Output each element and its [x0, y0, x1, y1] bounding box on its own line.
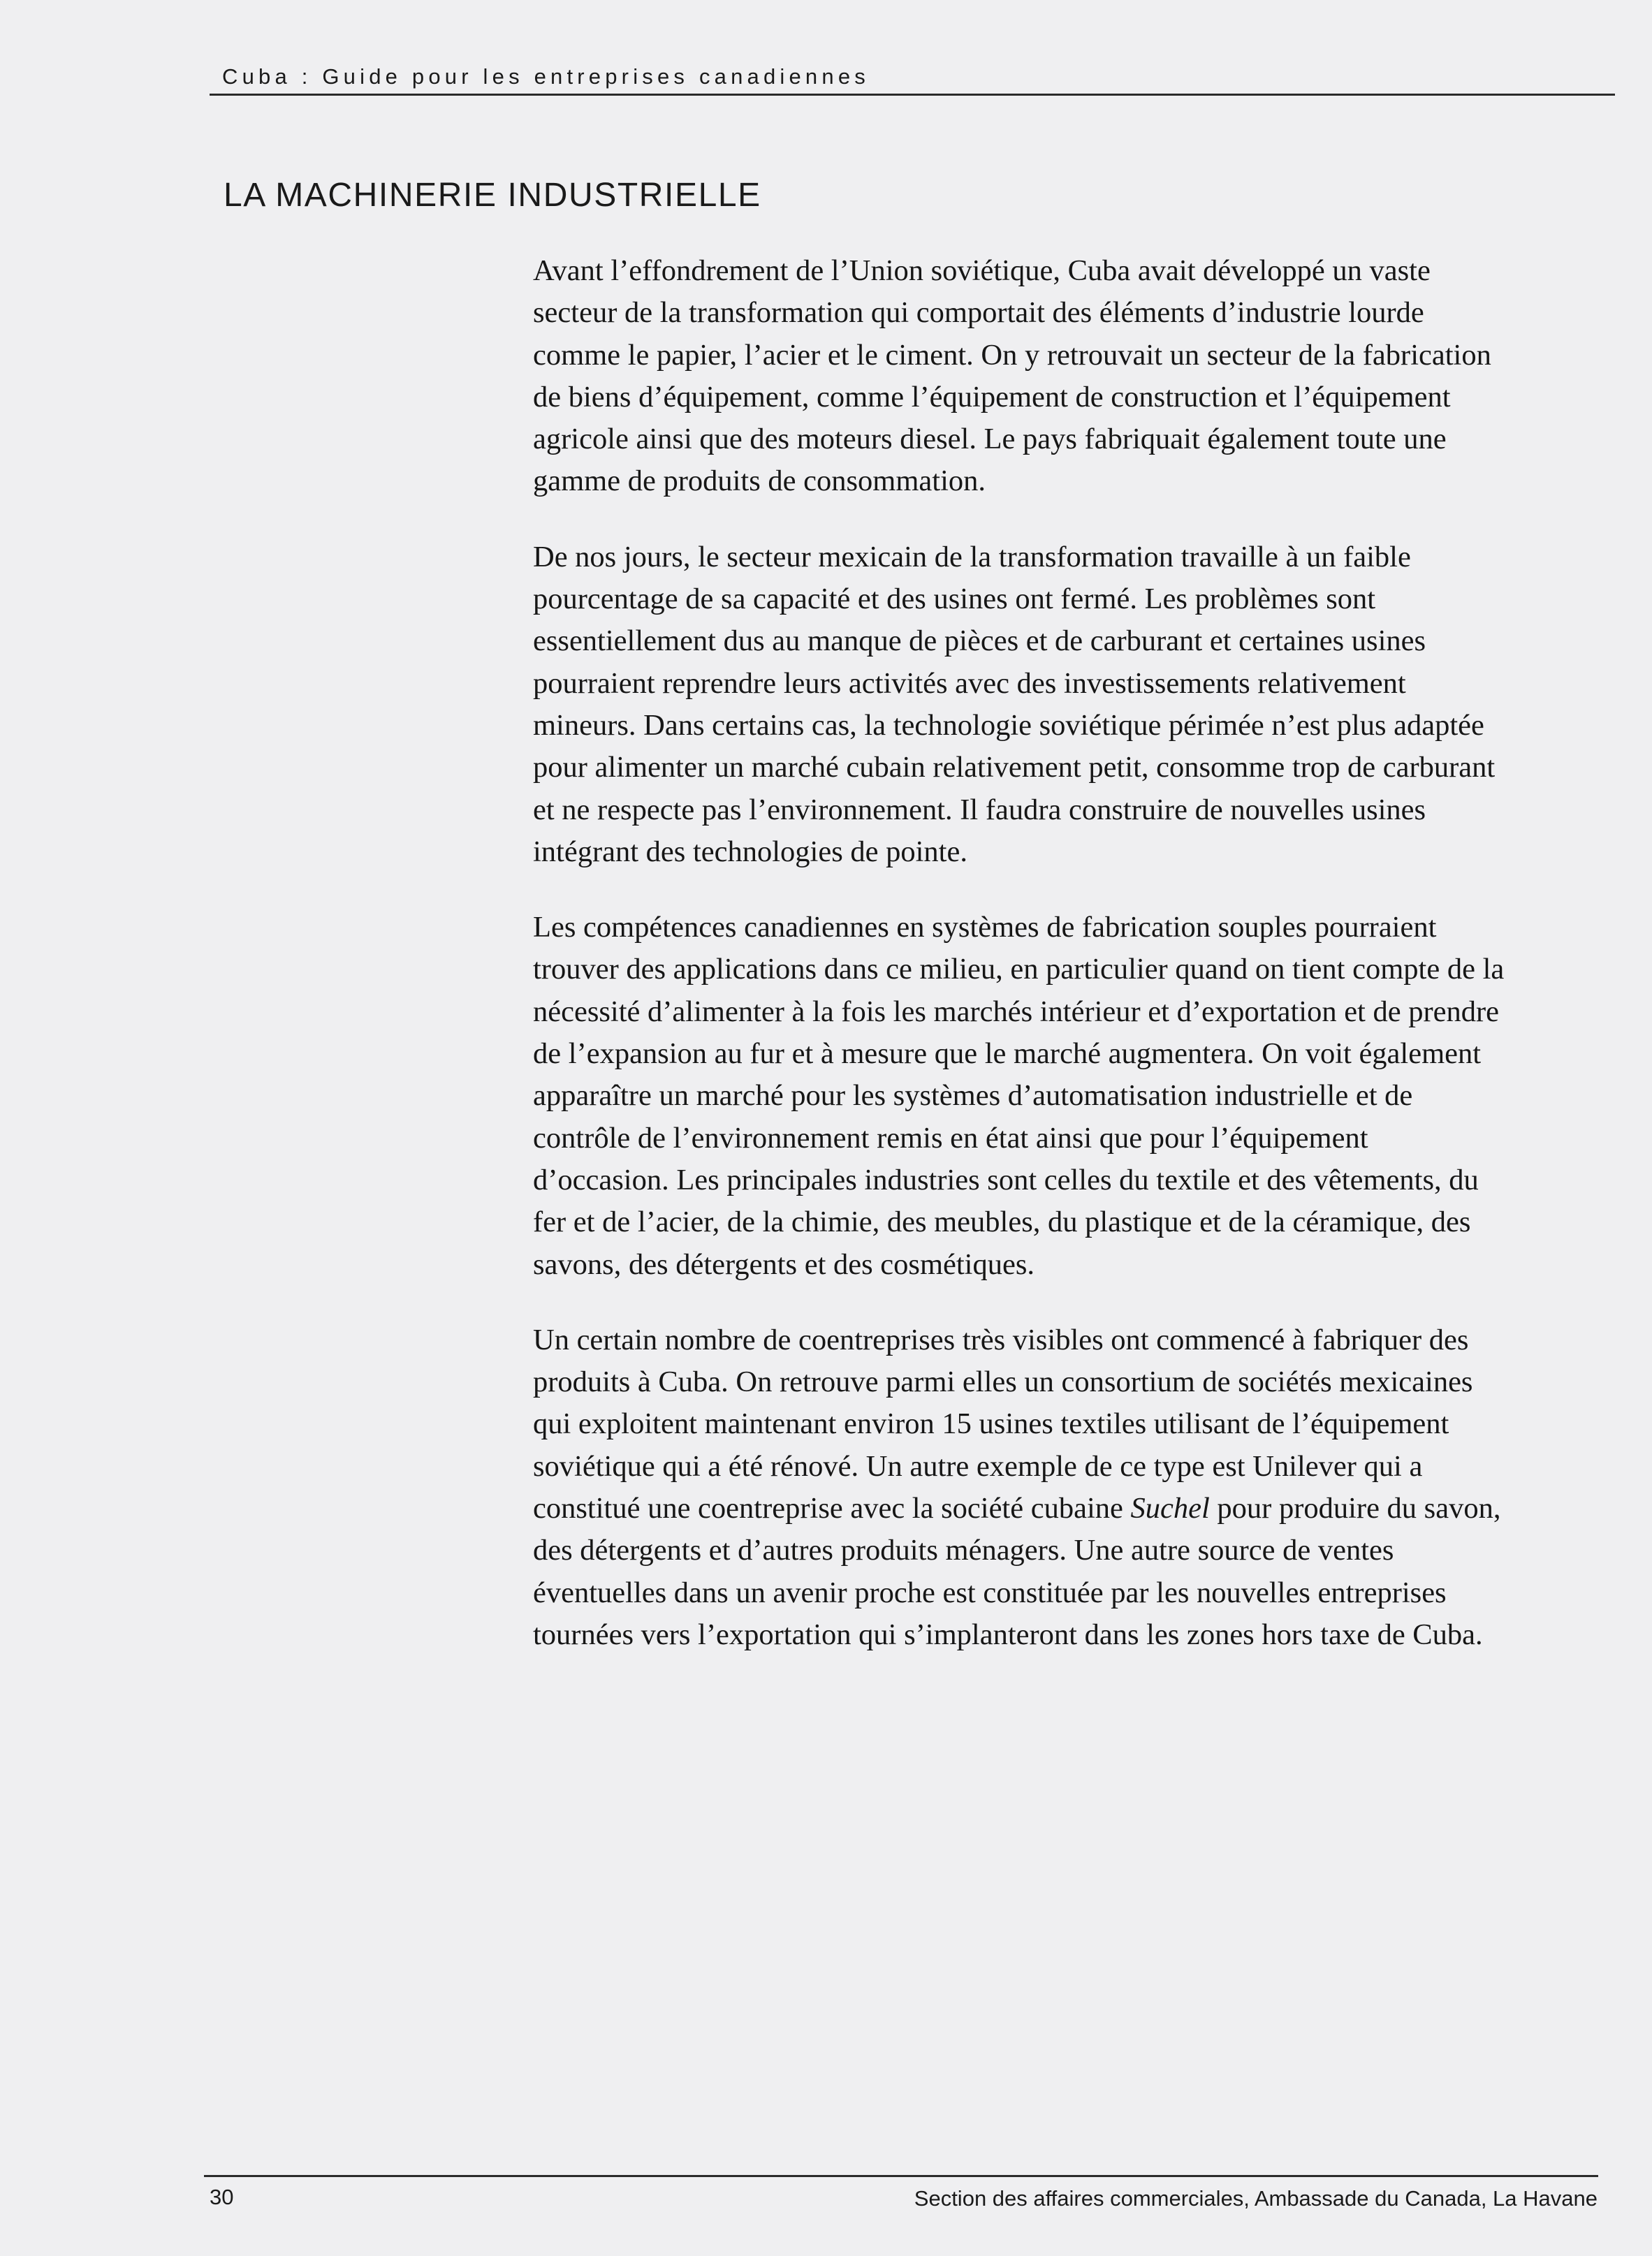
company-name-italic: Suchel	[1130, 1492, 1210, 1525]
paragraph-4-text-end: pour produire du savon, des détergents et d’autres produits ménagers. Une autre source de ventes éventuelles dans un avenir proche est constituée par les nouvelles entreprises tournées vers l’exportation qui s’implanteront dans les zones hors taxe de Cuba.	[533, 1492, 1501, 1651]
page-number: 30	[210, 2185, 234, 2209]
footer-rule	[204, 2175, 1598, 2177]
paragraph-1: Avant l’effondrement de l’Union soviétique, Cuba avait développé un vaste secteur de la transformation qui comportait des éléments d’industrie lourde comme le papier, l’acier et le ciment. On y retrouvait un secteur de la fabrication de biens d’équipement, comme l’équipement de construction et l’équipement agricole ainsi que des moteurs diesel. Le pays fabriquait également toute une gamme de produits de consommation.	[533, 254, 1491, 498]
paragraph-2: De nos jours, le secteur mexicain de la transformation travaille à un faible pourcentage de sa capacité et des usines ont fermé. Les problèmes sont essentiellement dus au manque de pièces et de carburant et certaines usines pourraient reprendre leurs activités avec des investissements relativement mineurs. Dans certains cas, la technologie soviétique périmée n’est plus adaptée pour alimenter un marché cubain relativement petit, consomme trop de carburant et ne respecte pas l’environnement. Il faudra construire de nouvelles usines intégrant des technologies de pointe.	[533, 540, 1496, 868]
running-header: Cuba : Guide pour les entreprises canadiennes	[222, 64, 870, 89]
section-title: LA MACHINERIE INDUSTRIELLE	[224, 177, 761, 214]
paragraph-4	[533, 1319, 1507, 1656]
header-rule	[210, 94, 1615, 96]
body-text	[533, 250, 1507, 1656]
footer-text: Section des affaires commerciales, Ambassade du Canada, La Havane	[914, 2186, 1598, 2211]
paragraph-4-text-start: Un certain nombre de coentreprises très visibles ont commencé à fabriquer des produits à Cuba. On retrouve parmi elles un consortium de sociétés mexicaines qui exploitent maintenant environ 15 usines textiles utilisant de l’équipement soviétique qui a été rénové. Un autre exemple de ce type est Unilever qui a constitué une coentreprise avec la société cubaine	[533, 1323, 1473, 1525]
paragraph-3: Les compétences canadiennes en systèmes de fabrication souples pourraient trouver des applications dans ce milieu, en particulier quand on tient compte de la nécessité d’alimenter à la fois les marchés intérieur et d’exportation et de prendre de l’expansion au fur et à mesure que le marché augmentera. On voit également apparaître un marché pour les systèmes d’automatisation industrielle et de contrôle de l’environnement remis en état ainsi que pour l’équipement d’occasion. Les principales industries sont celles du textile et des vêtements, du fer et de l’acier, de la chimie, des meubles, du plastique et de la céramique, des savons, des détergents et des cosmétiques.	[533, 911, 1505, 1281]
